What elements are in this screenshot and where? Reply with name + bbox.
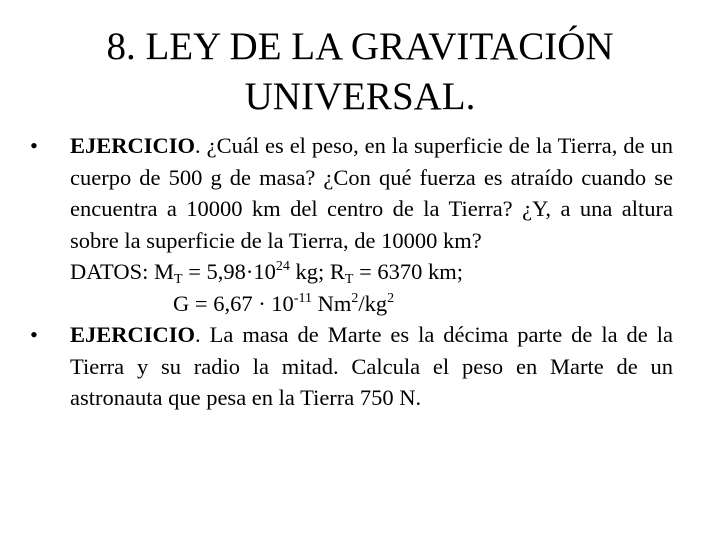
gravitational-constant-line: $G = 6,67 \cdot 10^{-11}$ $Nm^2/kg^2$: [173, 290, 395, 316]
title-line-2: UNIVERSAL.: [244, 75, 476, 118]
bullet: •: [30, 133, 38, 158]
exercise-1: [28, 130, 673, 319]
exercise-1-label: EJERCICIO: [70, 133, 196, 158]
datos-line: DATOS: $M_T = 5,98\cdot 10^{24}$ kg; $R_T = 6370$ km;: [70, 259, 464, 287]
exercise-2: [28, 319, 673, 414]
slide-title: [40, 22, 680, 122]
exercise-2-label: EJERCICIO: [70, 322, 196, 347]
exercise-1-text: . ¿Cuál es el peso, en la superficie de la Tierra, de un cuerpo de 500 g de masa? ¿Con qué fuerza es atraído cuando se encuentra a 10000 km del centro de la Tierra? ¿Y, a una altura sobre la superficie de la Tierra, de 10000 km?: [70, 133, 673, 253]
title-line-1: 8. LEY DE LA GRAVITACIÓN: [106, 25, 614, 68]
content-body: [28, 130, 673, 414]
bullet: •: [30, 322, 38, 347]
exercise-2-text: . La masa de Marte es la décima parte de la de la Tierra y su radio la mitad. Calcula el peso en Marte de un astronauta que pesa en la Tierra 750 N.: [70, 322, 673, 410]
